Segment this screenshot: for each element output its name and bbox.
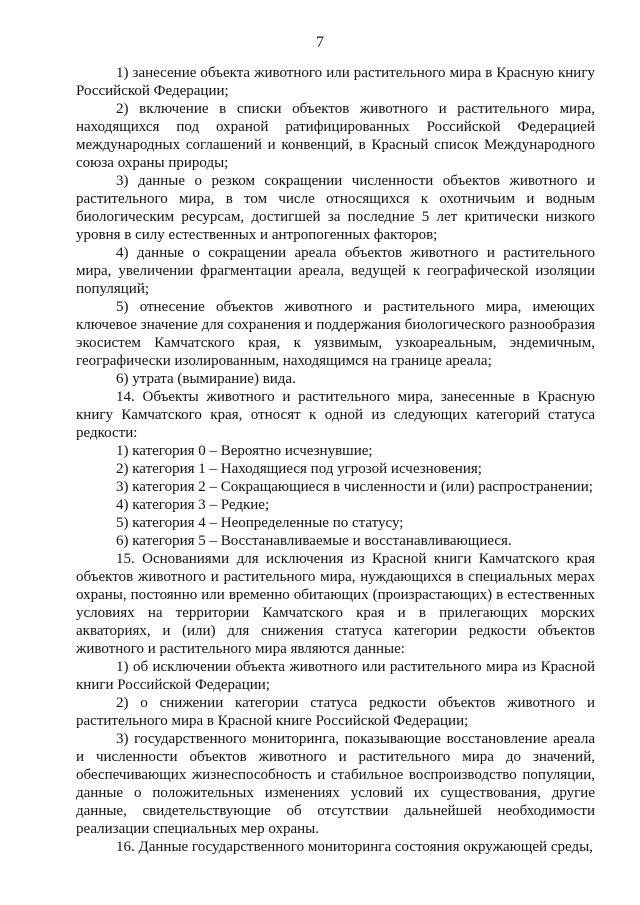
paragraph: 3) государственного мониторинга, показывающие восстановление ареала и численности объектов животного и растительного мира до значений, обеспечивающих жизнеспособность и стабильное воспроизводство популяции, данные о положительных изменениях условий их существования, другие данные, свидетельствующие об отсутствии дальнейшей необходимости реализации специальных мер охраны. [76,731,595,837]
document-body [76,64,595,856]
paragraph: 6) утрата (вымирание) вида. [116,371,296,387]
paragraph: 5) категория 4 – Неопределенные по статусу; [116,515,404,531]
paragraph: 3) данные о резком сокращении численности объектов животного и растительного мира, в том числе относящихся к охотничьим и водным биологическим ресурсам, достигшей за последние 5 лет критически низкого уровня в силу естественных и антропогенных факторов; [76,173,595,243]
paragraph: 1) занесение объекта животного или растительного мира в Красную книгу Российской Федерации; [76,65,595,99]
paragraph: 4) категория 3 – Редкие; [116,497,270,513]
paragraph: 15. Основаниями для исключения из Красной книги Камчатского края объектов животного и растительного мира, нуждающихся в специальных мерах охраны, постоянно или временно обитающих (произрастающих) в естественных условиях на территории Камчатского края и в прилегающих морских акваториях, и (или) для снижения статуса категории редкости объектов животного и растительного мира являются данные: [76,551,595,657]
paragraph: 3) категория 2 – Сокращающиеся в численности и (или) распространении; [116,479,593,495]
paragraph: 4) данные о сокращении ареала объектов животного и растительного мира, увеличении фрагментации ареала, ведущей к географической изоляции популяций; [76,245,595,297]
paragraph: 14. Объекты животного и растительного мира, занесенные в Красную книгу Камчатского края, относят к одной из следующих категорий статуса редкости: [76,389,595,441]
paragraph: 16. Данные государственного мониторинга состояния окружающей среды, [116,839,593,855]
paragraph: 2) о снижении категории статуса редкости объектов животного и растительного мира в Красной книге Российской Федерации; [76,695,595,729]
paragraph: 1) об исключении объекта животного или растительного мира из Красной книги Российской Федерации; [76,659,595,693]
paragraph: 1) категория 0 – Вероятно исчезнувшие; [116,443,373,459]
paragraph: 5) отнесение объектов животного и растительного мира, имеющих ключевое значение для сохранения и поддержания биологического разнообразия экосистем Камчатского края, к уязвимым, узкоареальным, эндемичным, географически изолированным, находящимся на границе ареала; [76,299,595,369]
paragraph: 2) включение в списки объектов животного и растительного мира, находящихся под охраной ратифицированных Российской Федерацией международных соглашений и конвенций, в Красный список Международного союза охраны природы; [76,101,595,171]
page-number: 7 [316,34,324,51]
paragraph: 2) категория 1 – Находящиеся под угрозой исчезновения; [116,461,482,477]
paragraph: 6) категория 5 – Восстанавливаемые и восстанавливающиеся. [116,533,512,549]
